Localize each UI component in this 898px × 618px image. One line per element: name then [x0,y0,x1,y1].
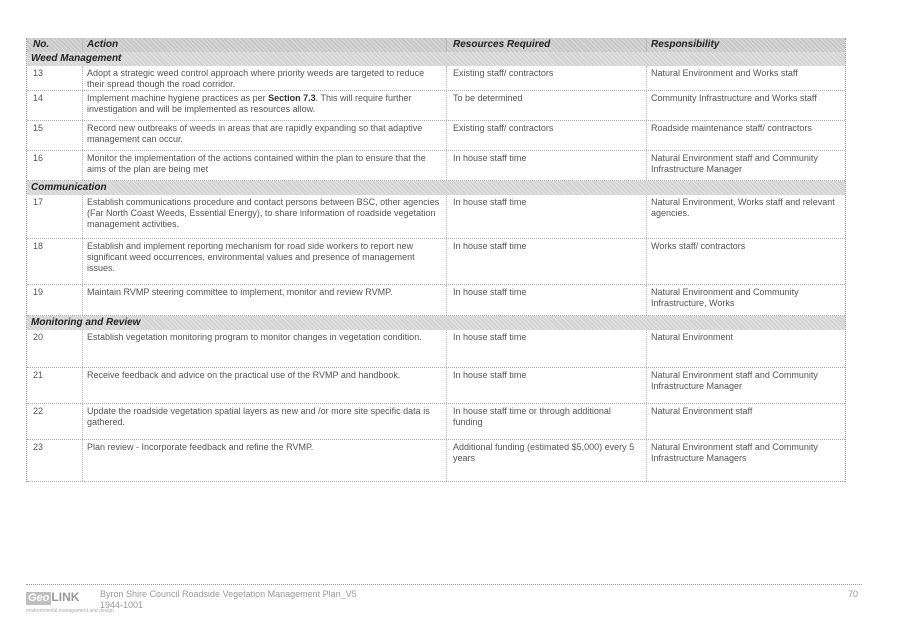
row-responsibility: Natural Environment staff [651,406,753,416]
row-responsibility: Natural Environment and Works staff [651,68,798,78]
action-table [26,38,846,482]
table-row [27,91,845,121]
row-responsibility: Natural Environment staff and Community Infrastructure Manager [651,370,818,391]
row-action: Establish communications procedure and contact persons between BSC, other agencies (Far North Coast Weeds, Essential Energy), to share information of roadside vegetation management activities. [83,195,447,238]
row-responsibility: Roadside maintenance staff/ contractors [651,123,812,133]
row-action: Adopt a strategic weed control approach where priority weeds are targeted to reduce their spread though the road corridor. [83,66,447,90]
row-no: 21 [27,368,83,403]
row-responsibility: Natural Environment, Works staff and relevant agencies. [651,197,835,218]
row-no: 15 [27,121,83,150]
row-responsibility: Natural Environment [651,332,734,342]
row-resources: Existing staff/ contractors [447,66,647,90]
footer-divider [26,584,862,585]
row-action: Receive feedback and advice on the practical use of the RVMP and handbook. [83,368,447,403]
row-resources: In house staff time [447,330,647,367]
row-action: Update the roadside vegetation spatial layers as new and /or more site specific data is gathered. [83,404,447,439]
header-resources: Resources Required [447,38,647,52]
section-weed-management: Weed Management [27,52,845,66]
table-row [27,195,845,239]
row-responsibility: Natural Environment staff and Community Infrastructure Managers [651,442,818,463]
row-action: Establish vegetation monitoring program to monitor changes in vegetation condition. [83,330,447,367]
logo-mark: Geo [28,592,50,604]
page-number: 70 [848,589,859,599]
row-resources: To be determined [447,91,647,120]
row-resources: In house staff time [447,285,647,315]
row-no: 13 [27,66,83,90]
row-action: Maintain RVMP steering committee to implement, monitor and review RVMP. [83,285,447,315]
logo-text: LINK [51,590,80,604]
row-resources: In house staff time [447,368,647,403]
row-no: 17 [27,195,83,238]
table-row [27,239,845,285]
document-info [100,589,357,611]
row-resources: Existing staff/ contractors [447,121,647,150]
row-no: 14 [27,91,83,120]
header-responsibility: Responsibility [651,39,720,50]
section-monitoring-and-review: Monitoring and Review [27,316,845,330]
table-row [27,121,845,151]
table-row [27,368,845,404]
row-responsibility: Works staff/ contractors [651,241,746,251]
row-action: Plan review - Incorporate feedback and refine the RVMP. [83,440,447,481]
table-row [27,404,845,440]
row-action [83,91,447,120]
row-action: Establish and implement reporting mechanism for road side workers to report new significant weed occurrences, environmental values and presence of management issues. [83,239,447,284]
section-reference: Section 7.3 [268,93,316,103]
logo-tagline: environmental management and design [26,608,114,614]
table-row [27,440,845,482]
row-no: 22 [27,404,83,439]
table-row [27,285,845,316]
row-no: 20 [27,330,83,367]
row-action: Record new outbreaks of weeds in areas that are rapidly expanding so that adaptive management can occur. [83,121,447,150]
row-resources: In house staff time [447,239,647,284]
geolink-logo [26,588,114,614]
row-no: 18 [27,239,83,284]
row-responsibility: Community Infrastructure and Works staff [651,93,817,103]
row-action: Monitor the implementation of the actions contained within the plan to ensure that the aims of the plan are being met [83,151,447,180]
header-no: No. [27,38,83,52]
row-responsibility: Natural Environment and Community Infrastructure, Works [651,287,799,308]
table-header [27,38,845,52]
row-resources: Additional funding (estimated $5,000) every 5 years [447,440,647,481]
row-no: 16 [27,151,83,180]
row-responsibility: Natural Environment staff and Community Infrastructure Manager [651,153,818,174]
row-resources: In house staff time [447,195,647,238]
section-communication: Communication [27,181,845,195]
action-text-post: . This will require further investigation and will be implemented as resources allow. [87,93,412,114]
action-text-pre: Implement machine hygiene practices as per [87,93,269,103]
row-no: 19 [27,285,83,315]
row-no: 23 [27,440,83,481]
header-action: Action [83,38,447,52]
table-row [27,330,845,368]
document-number: 1944-1001 [100,600,144,610]
document-title: Byron Shire Council Roadside Vegetation Management Plan_V5 [100,589,357,599]
table-row [27,151,845,181]
row-resources: In house staff time [447,151,647,180]
table-row [27,66,845,91]
row-resources: In house staff time or through additional funding [447,404,647,439]
